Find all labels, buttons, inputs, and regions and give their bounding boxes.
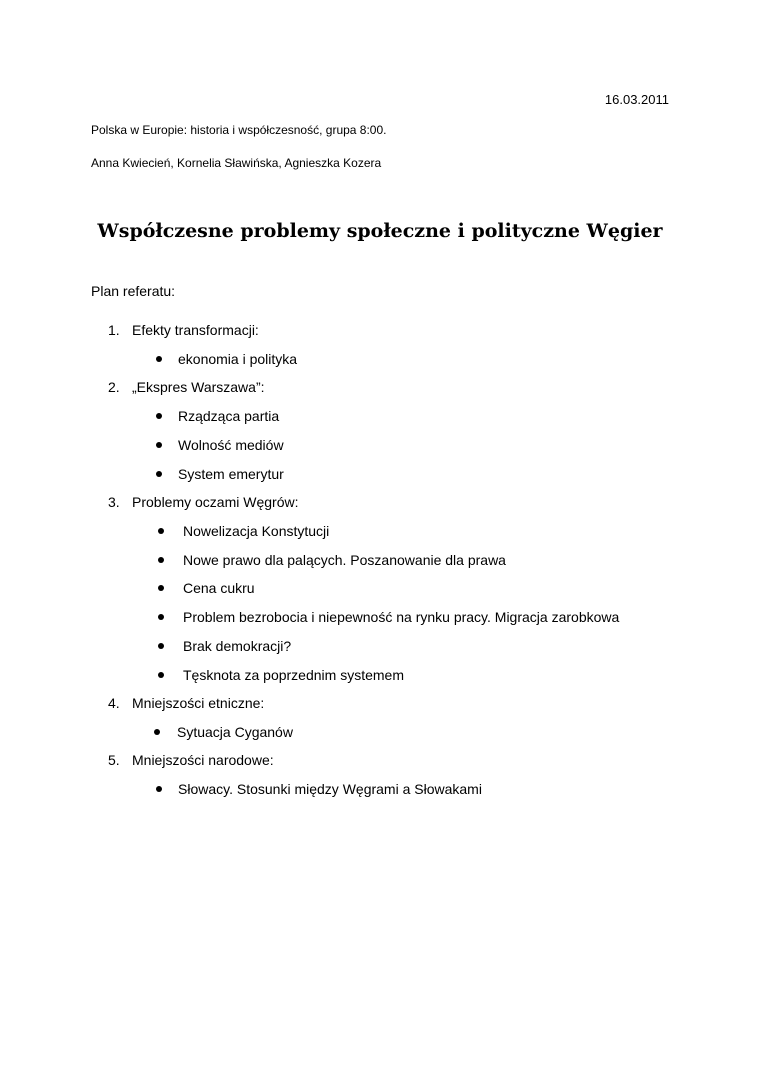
bullet-icon bbox=[156, 356, 162, 362]
list-item-text: Sytuacja Cyganów bbox=[177, 724, 293, 740]
list-item-text: Nowelizacja Konstytucji bbox=[183, 523, 330, 539]
bullet-icon bbox=[158, 672, 164, 678]
bullet-icon bbox=[158, 614, 164, 620]
bullet-icon bbox=[158, 585, 164, 591]
course-line: Polska w Europie: historia i współczesność, grupa 8:00. bbox=[91, 123, 387, 137]
bullet-icon bbox=[158, 528, 164, 534]
bullet-icon bbox=[156, 786, 162, 792]
bullet-icon bbox=[158, 643, 164, 649]
outline-section-2 bbox=[108, 377, 265, 397]
list-item-text: Rządząca partia bbox=[178, 408, 280, 424]
section-number: 4. bbox=[108, 695, 120, 711]
list-item-text: Nowe prawo dla palących. Poszanowanie dla prawa bbox=[183, 552, 506, 568]
document-date: 16.03.2011 bbox=[604, 92, 669, 107]
outline-section-5 bbox=[108, 750, 274, 770]
outline-section-1 bbox=[108, 320, 259, 340]
outline-section-3 bbox=[108, 492, 299, 512]
plan-label: Plan referatu: bbox=[91, 283, 176, 299]
outline-section-4 bbox=[108, 693, 264, 713]
list-item-text: ekonomia i polityka bbox=[178, 351, 298, 367]
list-item-text: Brak demokracji? bbox=[183, 638, 292, 654]
list-item-text: Problem bezrobocia i niepewność na rynku pracy. Migracja zarobkowa bbox=[183, 609, 620, 625]
section-label: Mniejszości etniczne: bbox=[132, 695, 265, 711]
section-label: Efekty transformacji: bbox=[132, 322, 259, 338]
bullet-icon bbox=[156, 413, 162, 419]
section-number: 1. bbox=[108, 322, 120, 338]
list-item-text: System emerytur bbox=[178, 466, 284, 482]
authors-line: Anna Kwiecień, Kornelia Sławińska, Agnieszka Kozera bbox=[91, 156, 382, 170]
bullet-icon bbox=[156, 471, 162, 477]
section-label: Mniejszości narodowe: bbox=[132, 752, 274, 768]
list-item-text: Cena cukru bbox=[183, 580, 255, 596]
document-title: Współczesne problemy społeczne i polityczne Węgier bbox=[97, 220, 663, 242]
list-item-text: Tęsknota za poprzednim systemem bbox=[183, 667, 404, 683]
section-label: Problemy oczami Węgrów: bbox=[132, 494, 299, 510]
bullet-icon bbox=[156, 442, 162, 448]
list-item-text: Słowacy. Stosunki między Węgrami a Słowakami bbox=[178, 781, 482, 797]
section-label: „Ekspres Warszawa”: bbox=[132, 379, 265, 395]
section-number: 2. bbox=[108, 379, 120, 395]
bullet-icon bbox=[158, 557, 164, 563]
section-number: 3. bbox=[108, 494, 120, 510]
list-item-text: Wolność mediów bbox=[178, 437, 284, 453]
bullet-icon bbox=[154, 729, 160, 735]
section-number: 5. bbox=[108, 752, 120, 768]
